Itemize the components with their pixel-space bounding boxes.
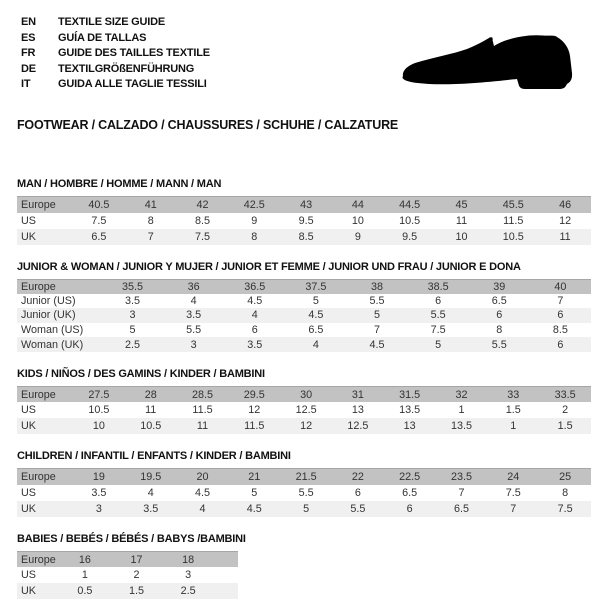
size-value: 11 [145,404,157,417]
size-value: 10 [92,420,105,433]
row-label: Europe [21,198,56,211]
size-value: 9.5 [298,214,314,227]
size-value: 7.5 [505,486,521,499]
size-value: 11.5 [192,404,213,417]
size-value: 21.5 [295,471,317,484]
size-row [17,551,238,567]
size-value: 5.5 [430,309,446,322]
category-heading: FOOTWEAR / CALZADO / CHAUSSURES / SCHUHE / CALZATURE [17,118,399,132]
size-row [17,279,591,294]
size-value: 1.5 [128,585,144,598]
size-value: 7 [458,486,465,499]
size-value: 33.5 [554,388,576,401]
size-value: 3 [185,569,192,582]
size-value: 23.5 [450,471,472,484]
size-value: 6 [406,502,413,515]
size-value: 5 [129,324,136,337]
size-value: 4.5 [247,294,263,307]
size-value: 16 [78,553,91,566]
size-value: 40.5 [88,198,110,211]
size-value: 13 [403,420,416,433]
size-value: 7 [557,294,564,307]
size-value: 12.5 [295,404,317,417]
size-value: 42.5 [243,198,265,211]
row-label: Europe [21,388,56,401]
size-row [17,583,238,599]
size-value: 6 [251,324,258,337]
language-code: DE [21,62,36,75]
size-table-section [17,533,591,600]
language-row [21,62,210,78]
size-value: 35.5 [122,280,144,293]
size-value: 29.5 [243,388,265,401]
size-table [17,468,591,517]
size-value: 6.5 [91,230,107,243]
size-row [17,308,591,323]
size-value: 46 [559,198,572,211]
language-row [21,31,210,47]
row-label: Europe [21,471,56,484]
size-value: 7.5 [430,324,446,337]
size-row [17,294,591,309]
size-value: 4.5 [246,502,262,515]
size-value: 12 [300,420,313,433]
size-value: 5.5 [369,294,385,307]
size-row [17,197,591,213]
row-label: UK [21,420,36,433]
language-guide-title: GUÍA DE TALLAS [58,31,147,44]
size-value: 22 [351,471,364,484]
size-table [17,551,238,600]
size-value: 28.5 [191,388,213,401]
size-value: 9 [354,230,361,243]
size-value: 30 [300,388,313,401]
size-row [17,323,591,338]
size-row [17,501,591,517]
row-label: US [21,214,36,227]
row-label: US [21,404,36,417]
size-value: 21 [248,471,261,484]
size-value: 11.5 [503,214,524,227]
size-value: 36.5 [244,280,266,293]
size-value: 4.5 [308,309,324,322]
size-value: 44 [351,198,364,211]
size-value: 6 [557,309,564,322]
size-value: 43 [300,198,313,211]
size-value: 6 [354,486,361,499]
size-value: 27.5 [88,388,110,401]
size-value: 39 [493,280,506,293]
size-row [17,386,591,402]
size-value: 8.5 [552,324,568,337]
size-value: 8 [251,230,258,243]
size-value: 8.5 [194,214,210,227]
size-value: 7 [510,502,517,515]
size-value: 45.5 [502,198,524,211]
size-table-section [17,178,591,245]
size-value: 32 [455,388,468,401]
size-table [17,279,591,352]
language-row [21,46,210,62]
size-value: 28 [144,388,157,401]
size-value: 18 [182,553,195,566]
size-value: 3 [129,309,136,322]
size-value: 8 [562,486,569,499]
language-guide-title: TEXTILGRÖßENFÜHRUNG [58,62,195,75]
language-code: EN [21,16,36,28]
language-title-list [17,12,210,93]
size-value: 45 [455,198,468,211]
size-value: 25 [559,471,572,484]
language-guide-title: GUIDE DES TAILLES TEXTILE [58,47,210,59]
row-label: Woman (UK) [21,338,84,351]
size-value: 4 [190,294,197,307]
language-code: IT [21,78,31,90]
size-value: 2.5 [180,585,196,598]
size-value: 13.5 [450,420,472,433]
size-value: 5 [251,486,258,499]
size-value: 3 [190,338,197,351]
textile-size-guide-page [17,12,591,599]
row-label: US [21,486,36,499]
size-value: 3.5 [143,502,159,515]
size-value: 10.5 [502,230,524,243]
spacer-cell [214,567,238,583]
size-value: 19.5 [140,471,162,484]
shoe-silhouette-path [402,35,572,89]
size-value: 17 [130,553,143,566]
size-value: 11.5 [244,420,265,433]
size-value: 11 [559,230,571,243]
language-guide-title: TEXTILE SIZE GUIDE [58,16,166,28]
size-value: 31 [351,388,364,401]
size-table-title: BABIES / BEBÉS / BÉBÉS / BABYS /BAMBINI [17,532,246,545]
row-label: Woman (US) [21,324,84,337]
size-value: 40 [554,280,567,293]
size-value: 5.5 [298,486,314,499]
size-value: 5.5 [186,324,202,337]
shoe-icon [401,35,575,97]
size-value: 0.5 [77,585,93,598]
size-value: 11 [196,420,209,433]
size-value: 5 [435,338,442,351]
size-value: 5 [303,502,310,515]
size-value: 20 [196,471,209,484]
size-value: 11 [455,214,468,227]
size-value: 36 [187,280,200,293]
size-row [17,213,591,229]
size-value: 13.5 [399,404,421,417]
size-value: 7.5 [91,214,107,227]
size-value: 4 [199,502,206,515]
size-value: 10.5 [88,404,110,417]
size-value: 41 [144,198,157,211]
size-value: 3 [95,502,102,515]
row-label: Junior (US) [21,294,76,307]
row-label: UK [21,230,36,243]
size-value: 9.5 [402,230,418,243]
size-value: 10 [351,214,364,227]
size-table-section [17,450,591,517]
size-table [17,386,591,435]
size-row [17,567,238,583]
size-table-title: CHILDREN / INFANTIL / ENFANTS / KINDER / BAMBINI [17,450,291,463]
size-value: 2 [133,569,140,582]
size-row [17,485,591,501]
size-value: 5.5 [491,338,507,351]
size-value: 12.5 [347,420,369,433]
spacer-cell [214,583,238,599]
row-label: Junior (UK) [21,309,76,322]
size-value: 37.5 [305,280,327,293]
size-value: 31.5 [399,388,421,401]
size-value: 7.5 [557,502,573,515]
size-value: 6 [435,294,442,307]
size-value: 2.5 [125,338,141,351]
size-value: 10.5 [140,420,162,433]
size-value: 3.5 [186,309,202,322]
size-value: 6.5 [402,486,418,499]
size-value: 4 [147,486,154,499]
size-value: 24 [507,471,520,484]
size-value: 1.5 [505,404,521,417]
size-value: 5.5 [350,502,366,515]
size-value: 4 [312,338,319,351]
size-tables [17,178,591,599]
size-value: 8.5 [298,230,314,243]
row-label: Europe [21,280,56,293]
size-value: 4.5 [194,486,210,499]
size-value: 3.5 [91,486,107,499]
size-row [17,469,591,485]
size-value: 12 [559,214,572,227]
size-value: 5 [312,294,319,307]
row-label: US [21,569,36,582]
size-row [17,229,591,245]
size-value: 7 [147,230,154,243]
size-value: 10 [455,230,468,243]
language-row [21,77,210,93]
language-guide-title: GUIDA ALLE TAGLIE TESSILI [58,78,207,90]
size-row [17,418,591,434]
size-value: 22.5 [399,471,421,484]
size-value: 6.5 [491,294,507,307]
size-value: 6.5 [308,324,324,337]
language-code: FR [21,47,36,59]
size-value: 44.5 [399,198,421,211]
size-value: 3.5 [247,338,263,351]
size-value: 7 [374,324,381,337]
size-value: 8 [496,324,503,337]
size-value: 5 [374,309,381,322]
size-value: 3.5 [125,294,141,307]
size-value: 1 [81,569,88,582]
size-table-title: JUNIOR & WOMAN / JUNIOR Y MUJER / JUNIOR ET FEMME / JUNIOR UND FRAU / JUNIOR E DONA [17,260,521,273]
size-value: 2 [562,404,569,417]
row-label: Europe [21,553,56,566]
size-row [17,402,591,418]
size-value: 6 [496,309,503,322]
row-label: UK [21,585,36,598]
size-value: 8 [147,214,154,227]
size-value: 7.5 [194,230,210,243]
page-header [17,12,591,97]
size-table-section [17,368,591,435]
size-value: 6 [557,338,564,351]
size-value: 4.5 [369,338,385,351]
size-value: 13 [351,404,364,417]
language-row [21,15,210,31]
row-label: UK [21,502,36,515]
size-value: 4 [251,309,258,322]
size-table-section [17,261,591,352]
size-value: 1.5 [557,420,573,433]
size-value: 6.5 [453,502,469,515]
size-table [17,196,591,245]
size-value: 12 [248,404,261,417]
size-row [17,337,591,352]
size-value: 1 [458,404,465,417]
size-value: 33 [507,388,520,401]
size-value: 10.5 [399,214,421,227]
language-code: ES [21,31,36,44]
size-value: 9 [251,214,258,227]
size-value: 1 [510,420,517,433]
size-table-title: MAN / HOMBRE / HOMME / MANN / MAN [17,178,222,190]
size-value: 38.5 [427,280,449,293]
size-value: 38 [371,280,384,293]
spacer-cell [214,551,238,567]
size-value: 19 [92,471,105,484]
size-value: 42 [196,198,209,211]
size-table-title: KIDS / NIÑOS / DES GAMINS / KINDER / BAMBINI [17,367,265,380]
